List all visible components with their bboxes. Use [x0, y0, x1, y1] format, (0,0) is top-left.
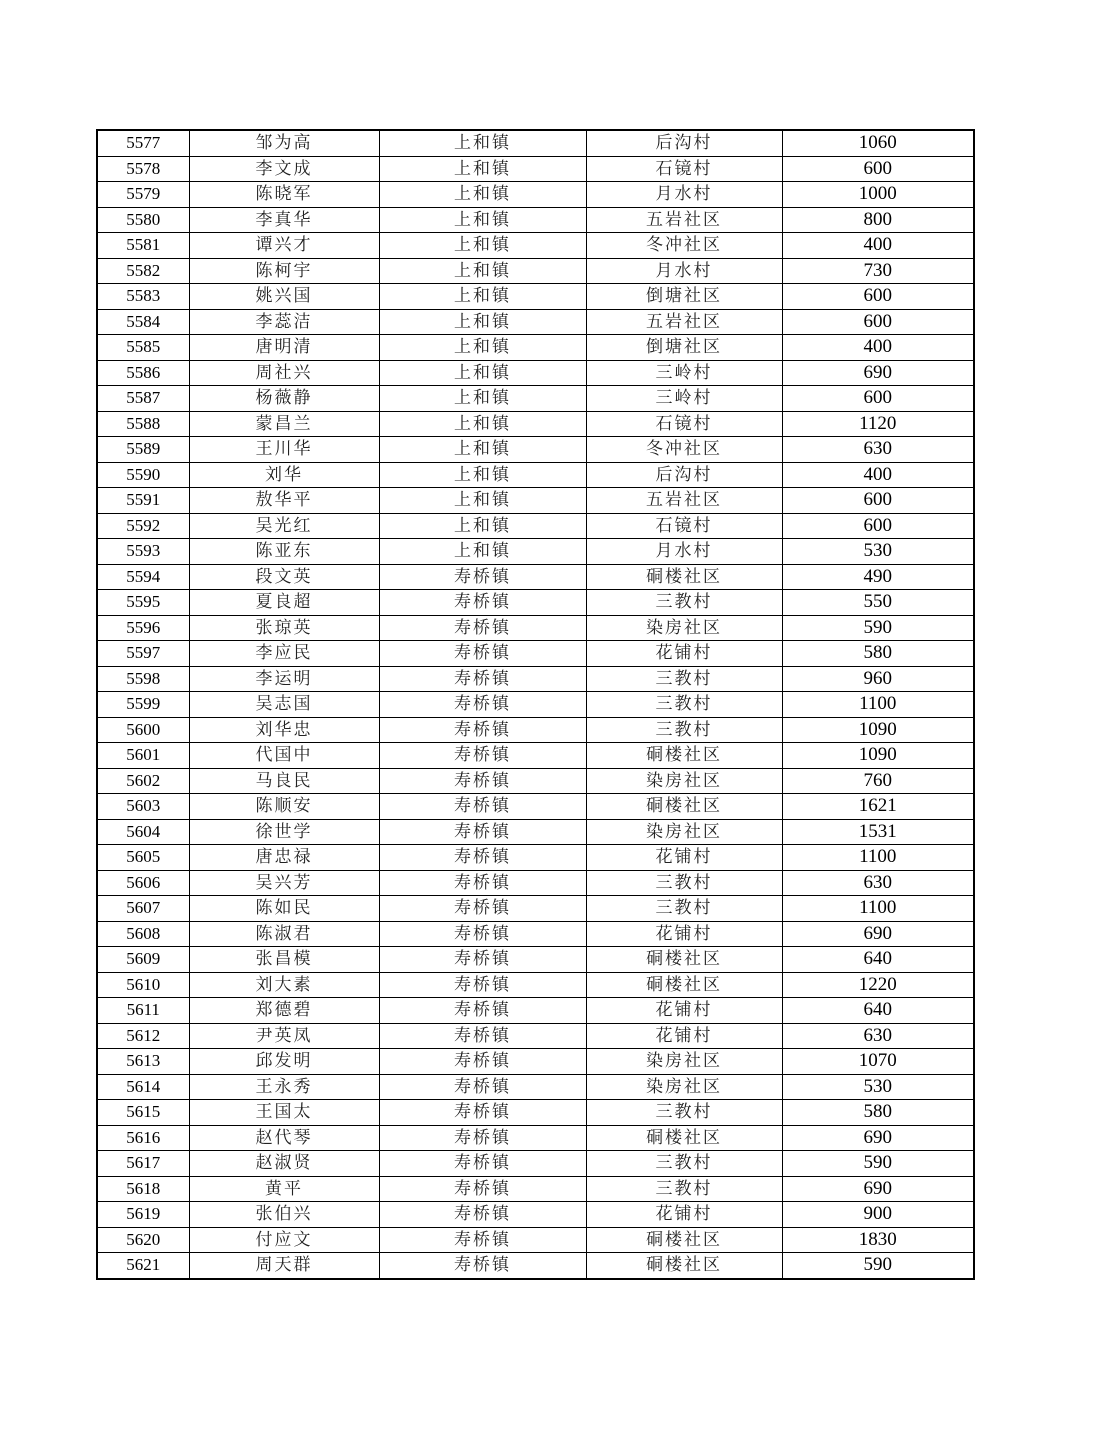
name-cell: 郑德碧	[189, 998, 379, 1024]
town-cell: 寿桥镇	[379, 692, 586, 718]
table-row	[97, 921, 974, 947]
town-cell: 上和镇	[379, 258, 586, 284]
town-cell: 寿桥镇	[379, 666, 586, 692]
table-row	[97, 1176, 974, 1202]
name-cell: 吴光红	[189, 513, 379, 539]
town-cell: 上和镇	[379, 411, 586, 437]
id-cell: 5598	[97, 666, 189, 692]
name-cell: 夏良超	[189, 590, 379, 616]
amount-cell: 530	[782, 1074, 974, 1100]
table-row	[97, 258, 974, 284]
name-cell: 姚兴国	[189, 284, 379, 310]
town-cell: 上和镇	[379, 309, 586, 335]
name-cell: 邱发明	[189, 1049, 379, 1075]
id-cell: 5587	[97, 386, 189, 412]
amount-cell: 550	[782, 590, 974, 616]
table-row	[97, 488, 974, 514]
town-cell: 上和镇	[379, 539, 586, 565]
amount-cell: 590	[782, 615, 974, 641]
town-cell: 寿桥镇	[379, 564, 586, 590]
village-cell: 染房社区	[586, 1074, 782, 1100]
town-cell: 上和镇	[379, 488, 586, 514]
table-row	[97, 972, 974, 998]
town-cell: 寿桥镇	[379, 1227, 586, 1253]
village-cell: 倒塘社区	[586, 284, 782, 310]
town-cell: 上和镇	[379, 335, 586, 361]
id-cell: 5580	[97, 207, 189, 233]
id-cell: 5595	[97, 590, 189, 616]
amount-cell: 640	[782, 998, 974, 1024]
table-row	[97, 539, 974, 565]
village-cell: 月水村	[586, 539, 782, 565]
amount-cell: 600	[782, 284, 974, 310]
village-cell: 五岩社区	[586, 207, 782, 233]
id-cell: 5604	[97, 819, 189, 845]
town-cell: 上和镇	[379, 513, 586, 539]
amount-cell: 400	[782, 462, 974, 488]
name-cell: 杨薇静	[189, 386, 379, 412]
amount-cell: 800	[782, 207, 974, 233]
name-cell: 王永秀	[189, 1074, 379, 1100]
village-cell: 花铺村	[586, 921, 782, 947]
table-row	[97, 615, 974, 641]
id-cell: 5605	[97, 845, 189, 871]
village-cell: 硐楼社区	[586, 1253, 782, 1279]
table-row	[97, 437, 974, 463]
town-cell: 寿桥镇	[379, 1176, 586, 1202]
id-cell: 5590	[97, 462, 189, 488]
town-cell: 寿桥镇	[379, 870, 586, 896]
village-cell: 三教村	[586, 717, 782, 743]
amount-cell: 690	[782, 360, 974, 386]
village-cell: 花铺村	[586, 1023, 782, 1049]
town-cell: 上和镇	[379, 284, 586, 310]
village-cell: 染房社区	[586, 819, 782, 845]
amount-cell: 580	[782, 641, 974, 667]
amount-cell: 630	[782, 1023, 974, 1049]
id-cell: 5617	[97, 1151, 189, 1177]
name-cell: 刘华	[189, 462, 379, 488]
town-cell: 寿桥镇	[379, 1151, 586, 1177]
amount-cell: 1070	[782, 1049, 974, 1075]
table-row	[97, 1023, 974, 1049]
table-row	[97, 998, 974, 1024]
name-cell: 陈柯宇	[189, 258, 379, 284]
name-cell: 陈淑君	[189, 921, 379, 947]
id-cell: 5582	[97, 258, 189, 284]
table-row	[97, 819, 974, 845]
amount-cell: 590	[782, 1151, 974, 1177]
name-cell: 陈如民	[189, 896, 379, 922]
amount-cell: 530	[782, 539, 974, 565]
town-cell: 寿桥镇	[379, 998, 586, 1024]
town-cell: 寿桥镇	[379, 1100, 586, 1126]
town-cell: 寿桥镇	[379, 768, 586, 794]
name-cell: 唐明清	[189, 335, 379, 361]
amount-cell: 1621	[782, 794, 974, 820]
name-cell: 陈晓军	[189, 182, 379, 208]
name-cell: 付应文	[189, 1227, 379, 1253]
id-cell: 5601	[97, 743, 189, 769]
id-cell: 5612	[97, 1023, 189, 1049]
village-cell: 三教村	[586, 870, 782, 896]
amount-cell: 1090	[782, 717, 974, 743]
id-cell: 5594	[97, 564, 189, 590]
name-cell: 敖华平	[189, 488, 379, 514]
id-cell: 5607	[97, 896, 189, 922]
amount-cell: 490	[782, 564, 974, 590]
table-row	[97, 564, 974, 590]
amount-cell: 600	[782, 488, 974, 514]
town-cell: 寿桥镇	[379, 590, 586, 616]
amount-cell: 1000	[782, 182, 974, 208]
town-cell: 上和镇	[379, 182, 586, 208]
name-cell: 张昌模	[189, 947, 379, 973]
village-cell: 石镜村	[586, 513, 782, 539]
town-cell: 寿桥镇	[379, 921, 586, 947]
town-cell: 上和镇	[379, 156, 586, 182]
id-cell: 5618	[97, 1176, 189, 1202]
name-cell: 吴兴芳	[189, 870, 379, 896]
table-row	[97, 513, 974, 539]
village-cell: 花铺村	[586, 845, 782, 871]
name-cell: 唐忠禄	[189, 845, 379, 871]
table-row	[97, 1074, 974, 1100]
amount-cell: 1531	[782, 819, 974, 845]
village-cell: 后沟村	[586, 462, 782, 488]
amount-cell: 400	[782, 335, 974, 361]
table-row	[97, 309, 974, 335]
amount-cell: 590	[782, 1253, 974, 1279]
id-cell: 5610	[97, 972, 189, 998]
name-cell: 张伯兴	[189, 1202, 379, 1228]
table-row	[97, 284, 974, 310]
amount-cell: 1060	[782, 130, 974, 156]
town-cell: 寿桥镇	[379, 972, 586, 998]
village-cell: 硐楼社区	[586, 1227, 782, 1253]
town-cell: 寿桥镇	[379, 615, 586, 641]
name-cell: 陈顺安	[189, 794, 379, 820]
id-cell: 5603	[97, 794, 189, 820]
name-cell: 周天群	[189, 1253, 379, 1279]
village-cell: 冬冲社区	[586, 233, 782, 259]
town-cell: 寿桥镇	[379, 947, 586, 973]
village-cell: 月水村	[586, 182, 782, 208]
town-cell: 上和镇	[379, 130, 586, 156]
table-row	[97, 1049, 974, 1075]
town-cell: 上和镇	[379, 437, 586, 463]
amount-cell: 1100	[782, 845, 974, 871]
id-cell: 5606	[97, 870, 189, 896]
village-cell: 花铺村	[586, 1202, 782, 1228]
table-row	[97, 360, 974, 386]
village-cell: 三岭村	[586, 360, 782, 386]
town-cell: 寿桥镇	[379, 1023, 586, 1049]
amount-cell: 1120	[782, 411, 974, 437]
table-row	[97, 233, 974, 259]
table-row	[97, 845, 974, 871]
town-cell: 上和镇	[379, 360, 586, 386]
village-cell: 石镜村	[586, 411, 782, 437]
amount-cell: 600	[782, 386, 974, 412]
name-cell: 徐世学	[189, 819, 379, 845]
village-cell: 五岩社区	[586, 488, 782, 514]
table-row	[97, 1202, 974, 1228]
table-row	[97, 1151, 974, 1177]
table-body	[97, 130, 974, 1279]
table-row	[97, 666, 974, 692]
id-cell: 5581	[97, 233, 189, 259]
amount-cell: 900	[782, 1202, 974, 1228]
amount-cell: 1090	[782, 743, 974, 769]
village-cell: 三教村	[586, 590, 782, 616]
amount-cell: 580	[782, 1100, 974, 1126]
table-row	[97, 641, 974, 667]
village-cell: 染房社区	[586, 615, 782, 641]
town-cell: 寿桥镇	[379, 743, 586, 769]
id-cell: 5615	[97, 1100, 189, 1126]
town-cell: 寿桥镇	[379, 1074, 586, 1100]
amount-cell: 600	[782, 513, 974, 539]
table-row	[97, 870, 974, 896]
name-cell: 蒙昌兰	[189, 411, 379, 437]
table-row	[97, 1253, 974, 1279]
id-cell: 5602	[97, 768, 189, 794]
name-cell: 李文成	[189, 156, 379, 182]
amount-cell: 1220	[782, 972, 974, 998]
table-row	[97, 717, 974, 743]
amount-cell: 690	[782, 1125, 974, 1151]
name-cell: 李真华	[189, 207, 379, 233]
id-cell: 5614	[97, 1074, 189, 1100]
name-cell: 黄平	[189, 1176, 379, 1202]
id-cell: 5578	[97, 156, 189, 182]
id-cell: 5585	[97, 335, 189, 361]
table-row	[97, 590, 974, 616]
id-cell: 5586	[97, 360, 189, 386]
village-cell: 三教村	[586, 1151, 782, 1177]
town-cell: 上和镇	[379, 207, 586, 233]
village-cell: 硐楼社区	[586, 972, 782, 998]
village-cell: 月水村	[586, 258, 782, 284]
village-cell: 石镜村	[586, 156, 782, 182]
village-cell: 染房社区	[586, 1049, 782, 1075]
name-cell: 李运明	[189, 666, 379, 692]
town-cell: 寿桥镇	[379, 717, 586, 743]
town-cell: 寿桥镇	[379, 794, 586, 820]
name-cell: 张琼英	[189, 615, 379, 641]
town-cell: 寿桥镇	[379, 845, 586, 871]
name-cell: 王川华	[189, 437, 379, 463]
town-cell: 寿桥镇	[379, 1049, 586, 1075]
name-cell: 王国太	[189, 1100, 379, 1126]
name-cell: 赵淑贤	[189, 1151, 379, 1177]
id-cell: 5619	[97, 1202, 189, 1228]
id-cell: 5577	[97, 130, 189, 156]
name-cell: 赵代琴	[189, 1125, 379, 1151]
name-cell: 马良民	[189, 768, 379, 794]
amount-cell: 640	[782, 947, 974, 973]
village-cell: 三教村	[586, 1100, 782, 1126]
name-cell: 李蕊洁	[189, 309, 379, 335]
id-cell: 5589	[97, 437, 189, 463]
id-cell: 5583	[97, 284, 189, 310]
id-cell: 5588	[97, 411, 189, 437]
id-cell: 5608	[97, 921, 189, 947]
village-cell: 三教村	[586, 896, 782, 922]
name-cell: 刘华忠	[189, 717, 379, 743]
amount-cell: 1830	[782, 1227, 974, 1253]
amount-cell: 600	[782, 309, 974, 335]
id-cell: 5613	[97, 1049, 189, 1075]
village-cell: 五岩社区	[586, 309, 782, 335]
data-table	[96, 129, 975, 1280]
village-cell: 后沟村	[586, 130, 782, 156]
town-cell: 寿桥镇	[379, 819, 586, 845]
id-cell: 5584	[97, 309, 189, 335]
amount-cell: 630	[782, 870, 974, 896]
table-row	[97, 1100, 974, 1126]
table-row	[97, 1227, 974, 1253]
table-row	[97, 1125, 974, 1151]
table-row	[97, 947, 974, 973]
amount-cell: 630	[782, 437, 974, 463]
amount-cell: 690	[782, 921, 974, 947]
table-row	[97, 896, 974, 922]
id-cell: 5600	[97, 717, 189, 743]
village-cell: 硐楼社区	[586, 1125, 782, 1151]
village-cell: 染房社区	[586, 768, 782, 794]
name-cell: 周社兴	[189, 360, 379, 386]
table-row	[97, 462, 974, 488]
town-cell: 上和镇	[379, 462, 586, 488]
table-row	[97, 207, 974, 233]
table-row	[97, 182, 974, 208]
id-cell: 5579	[97, 182, 189, 208]
id-cell: 5611	[97, 998, 189, 1024]
name-cell: 尹英凤	[189, 1023, 379, 1049]
village-cell: 三岭村	[586, 386, 782, 412]
name-cell: 邹为高	[189, 130, 379, 156]
table-row	[97, 411, 974, 437]
id-cell: 5597	[97, 641, 189, 667]
amount-cell: 1100	[782, 896, 974, 922]
name-cell: 吴志国	[189, 692, 379, 718]
id-cell: 5609	[97, 947, 189, 973]
name-cell: 段文英	[189, 564, 379, 590]
village-cell: 花铺村	[586, 641, 782, 667]
id-cell: 5599	[97, 692, 189, 718]
id-cell: 5621	[97, 1253, 189, 1279]
table-row	[97, 768, 974, 794]
name-cell: 李应民	[189, 641, 379, 667]
amount-cell: 730	[782, 258, 974, 284]
amount-cell: 1100	[782, 692, 974, 718]
id-cell: 5591	[97, 488, 189, 514]
id-cell: 5620	[97, 1227, 189, 1253]
name-cell: 陈亚东	[189, 539, 379, 565]
town-cell: 寿桥镇	[379, 1253, 586, 1279]
table-row	[97, 130, 974, 156]
table-row	[97, 743, 974, 769]
name-cell: 谭兴才	[189, 233, 379, 259]
town-cell: 寿桥镇	[379, 1202, 586, 1228]
amount-cell: 400	[782, 233, 974, 259]
village-cell: 硐楼社区	[586, 743, 782, 769]
table-row	[97, 335, 974, 361]
town-cell: 上和镇	[379, 233, 586, 259]
town-cell: 寿桥镇	[379, 641, 586, 667]
town-cell: 寿桥镇	[379, 1125, 586, 1151]
town-cell: 上和镇	[379, 386, 586, 412]
name-cell: 代国中	[189, 743, 379, 769]
village-cell: 硐楼社区	[586, 947, 782, 973]
id-cell: 5592	[97, 513, 189, 539]
table-row	[97, 794, 974, 820]
village-cell: 三教村	[586, 1176, 782, 1202]
village-cell: 硐楼社区	[586, 564, 782, 590]
table-row	[97, 156, 974, 182]
table-row	[97, 692, 974, 718]
id-cell: 5596	[97, 615, 189, 641]
village-cell: 硐楼社区	[586, 794, 782, 820]
amount-cell: 960	[782, 666, 974, 692]
id-cell: 5616	[97, 1125, 189, 1151]
amount-cell: 690	[782, 1176, 974, 1202]
village-cell: 三教村	[586, 666, 782, 692]
village-cell: 三教村	[586, 692, 782, 718]
town-cell: 寿桥镇	[379, 896, 586, 922]
amount-cell: 760	[782, 768, 974, 794]
table-row	[97, 386, 974, 412]
village-cell: 倒塘社区	[586, 335, 782, 361]
amount-cell: 600	[782, 156, 974, 182]
name-cell: 刘大素	[189, 972, 379, 998]
village-cell: 冬冲社区	[586, 437, 782, 463]
id-cell: 5593	[97, 539, 189, 565]
village-cell: 花铺村	[586, 998, 782, 1024]
